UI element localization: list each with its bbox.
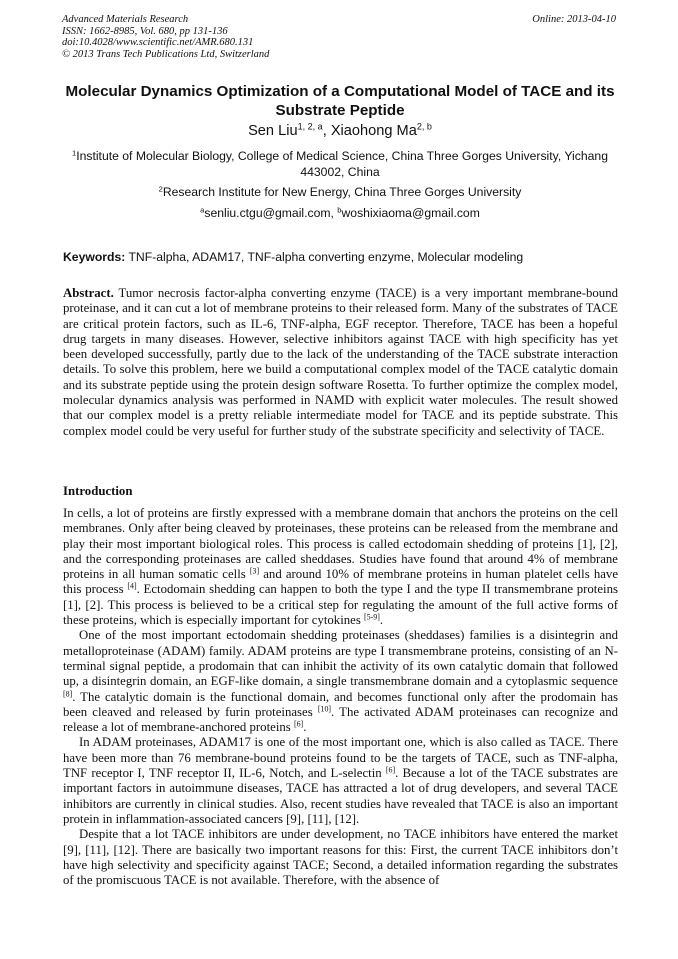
author-list [62,122,618,140]
keywords [63,250,619,265]
affiliation-1-mark: 1 [72,148,77,158]
citation: [6] [293,719,304,729]
intro-p1-text-3: . Ectodomain shedding can happen to both the type I and the type II transmembrane proteins [1], [2]. This process is believed to be a critical step for regulating the amount of the full active forms of these proteins, which is especially important for cytokines [63,582,618,628]
paper-title: Molecular Dynamics Optimization of a Computational Model of TACE and its Substrate Peptide [65,83,615,119]
affiliation-2 [62,185,618,201]
intro-paragraph-4 [63,827,618,888]
citation: [6] [385,765,396,775]
citation: [8] [63,688,73,698]
citation: [5-9] [364,612,380,622]
online-date: Online: 2013-04-10 [532,14,616,25]
author-2: Xiaohong Ma [330,123,417,139]
email-a-mark: a [200,205,205,215]
intro-paragraph-2 [63,628,618,735]
citation: [10] [317,704,332,714]
author-1: Sen Liu [248,123,298,139]
journal-header [62,14,618,60]
intro-p3-text-1: In ADAM proteinases, ADAM17 is one of the most important one, which is also called as TACE. There have been more than 76 membrane-bound proteins found to be the targets of TACE, such as TNF-alpha, TNF receptor I, TNF receptor II, IL-6, Notch, and L-selectin [63,735,618,781]
intro-p1-text-2: and around 10% of membrane proteins in human platelet cells have this process [63,567,618,597]
email-b[interactable]: woshixiaoma@gmail.com [341,206,480,220]
intro-paragraph-1 [63,506,618,628]
intro-p2-text-1: One of the most important ectodomain shedding proteinases (sheddases) families is a disintegrin and metalloproteinase (ADAM) family. ADAM proteins are type I transmembrane proteins, consisting of an N-terminal signal peptide, a prodomain that can inhibit the activity of its own catalytic domain that followed up, a disintegrin domain, an EGF-like domain, a single transmembrane domain and a cytoplasmic sequence [63,628,618,689]
keywords-label: Keywords: [63,250,126,264]
author-1-affil: 1, 2, a [297,121,323,132]
intro-p2-text-2: . The catalytic domain is the functional domain, and becomes functional only after the prodomain has been cleaved and released by furin proteinases [63,689,618,719]
author-emails [62,206,618,222]
affiliation-2-mark: 2 [158,184,163,194]
introduction-heading: Introduction [63,484,133,498]
affiliation-1 [62,149,618,180]
affiliation-2-text: Research Institute for New Energy, China Three Gorges University [162,185,522,199]
citation: [4] [127,581,137,591]
issn-line: ISSN: 1662-8985, Vol. 680, pp 131-136 [62,25,228,37]
abstract-label: Abstract. [63,286,114,300]
author-separator: , [322,123,331,139]
doi-line: doi:10.4028/www.scientific.net/AMR.680.131 [62,37,254,49]
intro-p4-text-1: Despite that a lot TACE inhibitors are under development, no TACE inhibitors have entered the market [9], [11], [12]. There are basically two important reasons for this: First, the current TACE inhibitors don’t have high selectivity and specificity against TACE; Second, a detailed information regarding the substrates of the promiscuous TACE is not available. Therefore, with the absence of [63,827,618,888]
author-2-affil: 2, b [416,121,432,132]
affiliation-1-text: Institute of Molecular Biology, College of Medical Science, China Three Gorges University, Yichang 443002, China [76,149,608,179]
keywords-text: TNF-alpha, ADAM17, TNF-alpha converting enzyme, Molecular modeling [125,250,524,264]
intro-p3-text-2: . Because a lot of the TACE substrates are important factors in autoimmune diseases, TACE has attracted a lot of drug developers, and several TACE inhibitors are currently in clinical studies. Also, recent studies have revealed that TACE is also an important protein in inflammation-associated cancers [9], [11], [12]. [63,766,618,826]
intro-paragraph-3 [63,735,618,827]
email-a[interactable]: senliu.ctgu@gmail.com, [204,206,338,220]
copyright-line: © 2013 Trans Tech Publications Ltd, Switzerland [62,48,270,60]
intro-p1-text-4: . [379,613,384,628]
abstract [63,286,618,439]
introduction-body [63,506,618,888]
journal-name: Advanced Materials Research [62,14,189,25]
citation: [3] [249,566,260,576]
abstract-text: Tumor necrosis factor-alpha converting enzyme (TACE) is a very important membrane-bound proteinase, and it can cut a lot of membrane proteins to their released form. Many of the substrates of TACE are critical protein factors, such as IL-6, TNF-alpha, EGF receptor. Therefore, TACE has been a hopeful drug targets in many diseases. However, selective inhibitors against TACE with high specificity has yet been developed successfully, partly due to the lack of the understanding of the TACE substrate interaction details. To solve this problem, here we build a computational complex model of the TACE catalytic domain and its substrate peptide using the protein design software Rosetta. To further optimize the complex model, molecular dynamics analysis was performed in NAMD with explicit water molecules. The result showed that our complex model is a pretty reliable intermediate model for TACE and its peptide substrate. This complex model could be very useful for further study of the substrate specificity and selectivity of TACE. [63,286,618,438]
intro-p1-text-1: In cells, a lot of proteins are firstly expressed with a membrane domain that anchors the proteins on the cell membranes. Only after being cleaved by proteinases, these proteins can be released from the membrane and play their most important biological roles. This process is called ectodomain shedding of proteins [1], [2], and the corresponding proteinases are called sheddases. Studies have found that around 4% of membrane proteins in all human somatic cells [63,506,618,582]
intro-p2-text-4: . [303,720,307,735]
intro-p2-text-3: . The activated ADAM proteinases can recognize and release a lot of membrane-anchored proteins [63,704,618,735]
email-b-mark: b [337,205,342,215]
